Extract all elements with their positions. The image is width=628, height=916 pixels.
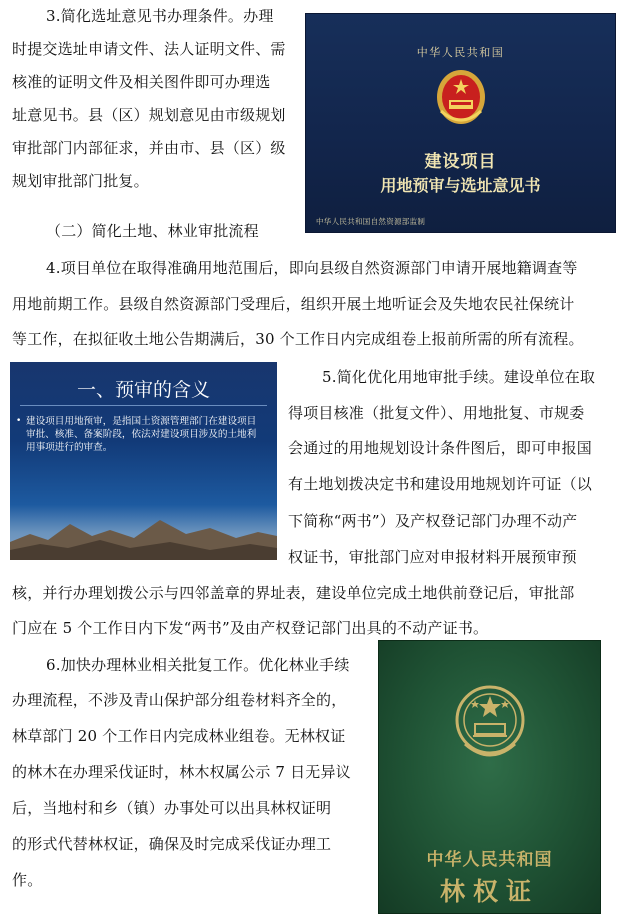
- paragraph-3-line-5: 审批部门内部征求，并由市、县（区）级: [12, 139, 286, 157]
- forest-certificate-title: 林权证: [439, 877, 539, 906]
- paragraph-5-line-5: 下简称“两书”）及产权登记部门办理不动产: [288, 512, 578, 530]
- paragraph-4-line-3: 等工作，在拟征收土地公告期满后，30 个工作日内完成组卷上报前所需的所有流程。: [12, 330, 584, 348]
- certificate-title-line-2: 用地预审与选址意见书: [380, 176, 541, 195]
- certificate-issuer: 中华人民共和国自然资源部监制: [316, 217, 426, 226]
- certificate-country: 中华人民共和国: [416, 46, 505, 59]
- paragraph-6-line-4: 的林木在办理采伐证时，林木权属公示 7 日无异议: [12, 763, 351, 781]
- paragraph-3-line-1: 3.简化选址意见书办理条件。办理: [46, 7, 274, 25]
- paragraph-6-line-1: 6.加快办理林业相关批复工作。优化林业手续: [46, 656, 350, 674]
- paragraph-5-line-6: 权证书，审批部门应对申报材料开展预审预: [288, 548, 577, 566]
- slide-title: 一、预审的含义: [76, 379, 210, 401]
- paragraph-6-line-7: 作。: [12, 871, 43, 889]
- national-emblem-icon: [435, 67, 487, 129]
- paragraph-3-line-2: 时提交选址申请文件、法人证明文件、需: [12, 40, 286, 58]
- paragraph-5-line-8: 门应在 5 个工作日内下发“两书”及由产权登记部门出具的不动产证书。: [12, 619, 489, 637]
- paragraph-6-line-5: 后，当地村和乡（镇）办事处可以出具林权证明: [12, 799, 332, 817]
- slide-body-text: 建设项目用地预审，是指国土资源管理部门在建设项目审批、核准、备案阶段，依法对建设项目涉及的土地利用事项进行的审查。: [26, 416, 257, 454]
- paragraph-3-line-6: 规划审批部门批复。: [12, 172, 149, 190]
- slide-body-block: [16, 415, 260, 455]
- bullet-dot-icon: •: [16, 416, 22, 426]
- paragraph-6-line-6: 的形式代替林权证，确保及时完成采伐证办理工: [12, 835, 332, 853]
- land-preapproval-certificate-image: [305, 13, 616, 233]
- paragraph-6-line-2: 办理流程，不涉及青山保护部分组卷材料齐全的，: [12, 691, 347, 709]
- national-emblem-icon: [453, 678, 527, 764]
- paragraph-5-line-7: 核，并行办理划拨公示与四邻盖章的界址表，建设单位完成土地供前登记后，审批部: [12, 584, 575, 602]
- section-heading: （二）简化土地、林业审批流程: [46, 222, 259, 240]
- preapproval-definition-slide-image: [10, 362, 277, 560]
- paragraph-4-line-2: 用地前期工作。县级自然资源部门受理后，组织开展土地听证会及失地农民社保统计: [12, 295, 575, 313]
- paragraph-3-line-3: 核准的证明文件及相关图件即可办理选: [12, 73, 271, 91]
- forest-right-certificate-image: [378, 640, 601, 914]
- paragraph-5-line-3: 会通过的用地规划设计条件图后，即可申报国: [288, 439, 593, 457]
- paragraph-5-line-4: 有土地划拨决定书和建设用地规划许可证（以: [288, 475, 593, 493]
- paragraph-6-line-3: 林草部门 20 个工作日内完成林业组卷。无林权证: [12, 727, 346, 745]
- certificate-title-line-1: 建设项目: [424, 152, 497, 172]
- paragraph-3-line-4: 址意见书。县（区）规划意见由市级规划: [12, 106, 286, 124]
- paragraph-5-line-2: 得项目核准（批复文件）、用地批复、市规委: [288, 404, 585, 422]
- paragraph-4-line-1: 4.项目单位在取得准确用地范围后，即向县级自然资源部门申请开展地籍调查等: [46, 259, 578, 277]
- slide-divider: [20, 405, 267, 406]
- paragraph-5-line-1: 5.简化优化用地审批手续。建设单位在取: [322, 368, 596, 386]
- mountain-silhouette: [10, 512, 277, 560]
- forest-certificate-country: 中华人民共和国: [426, 850, 553, 870]
